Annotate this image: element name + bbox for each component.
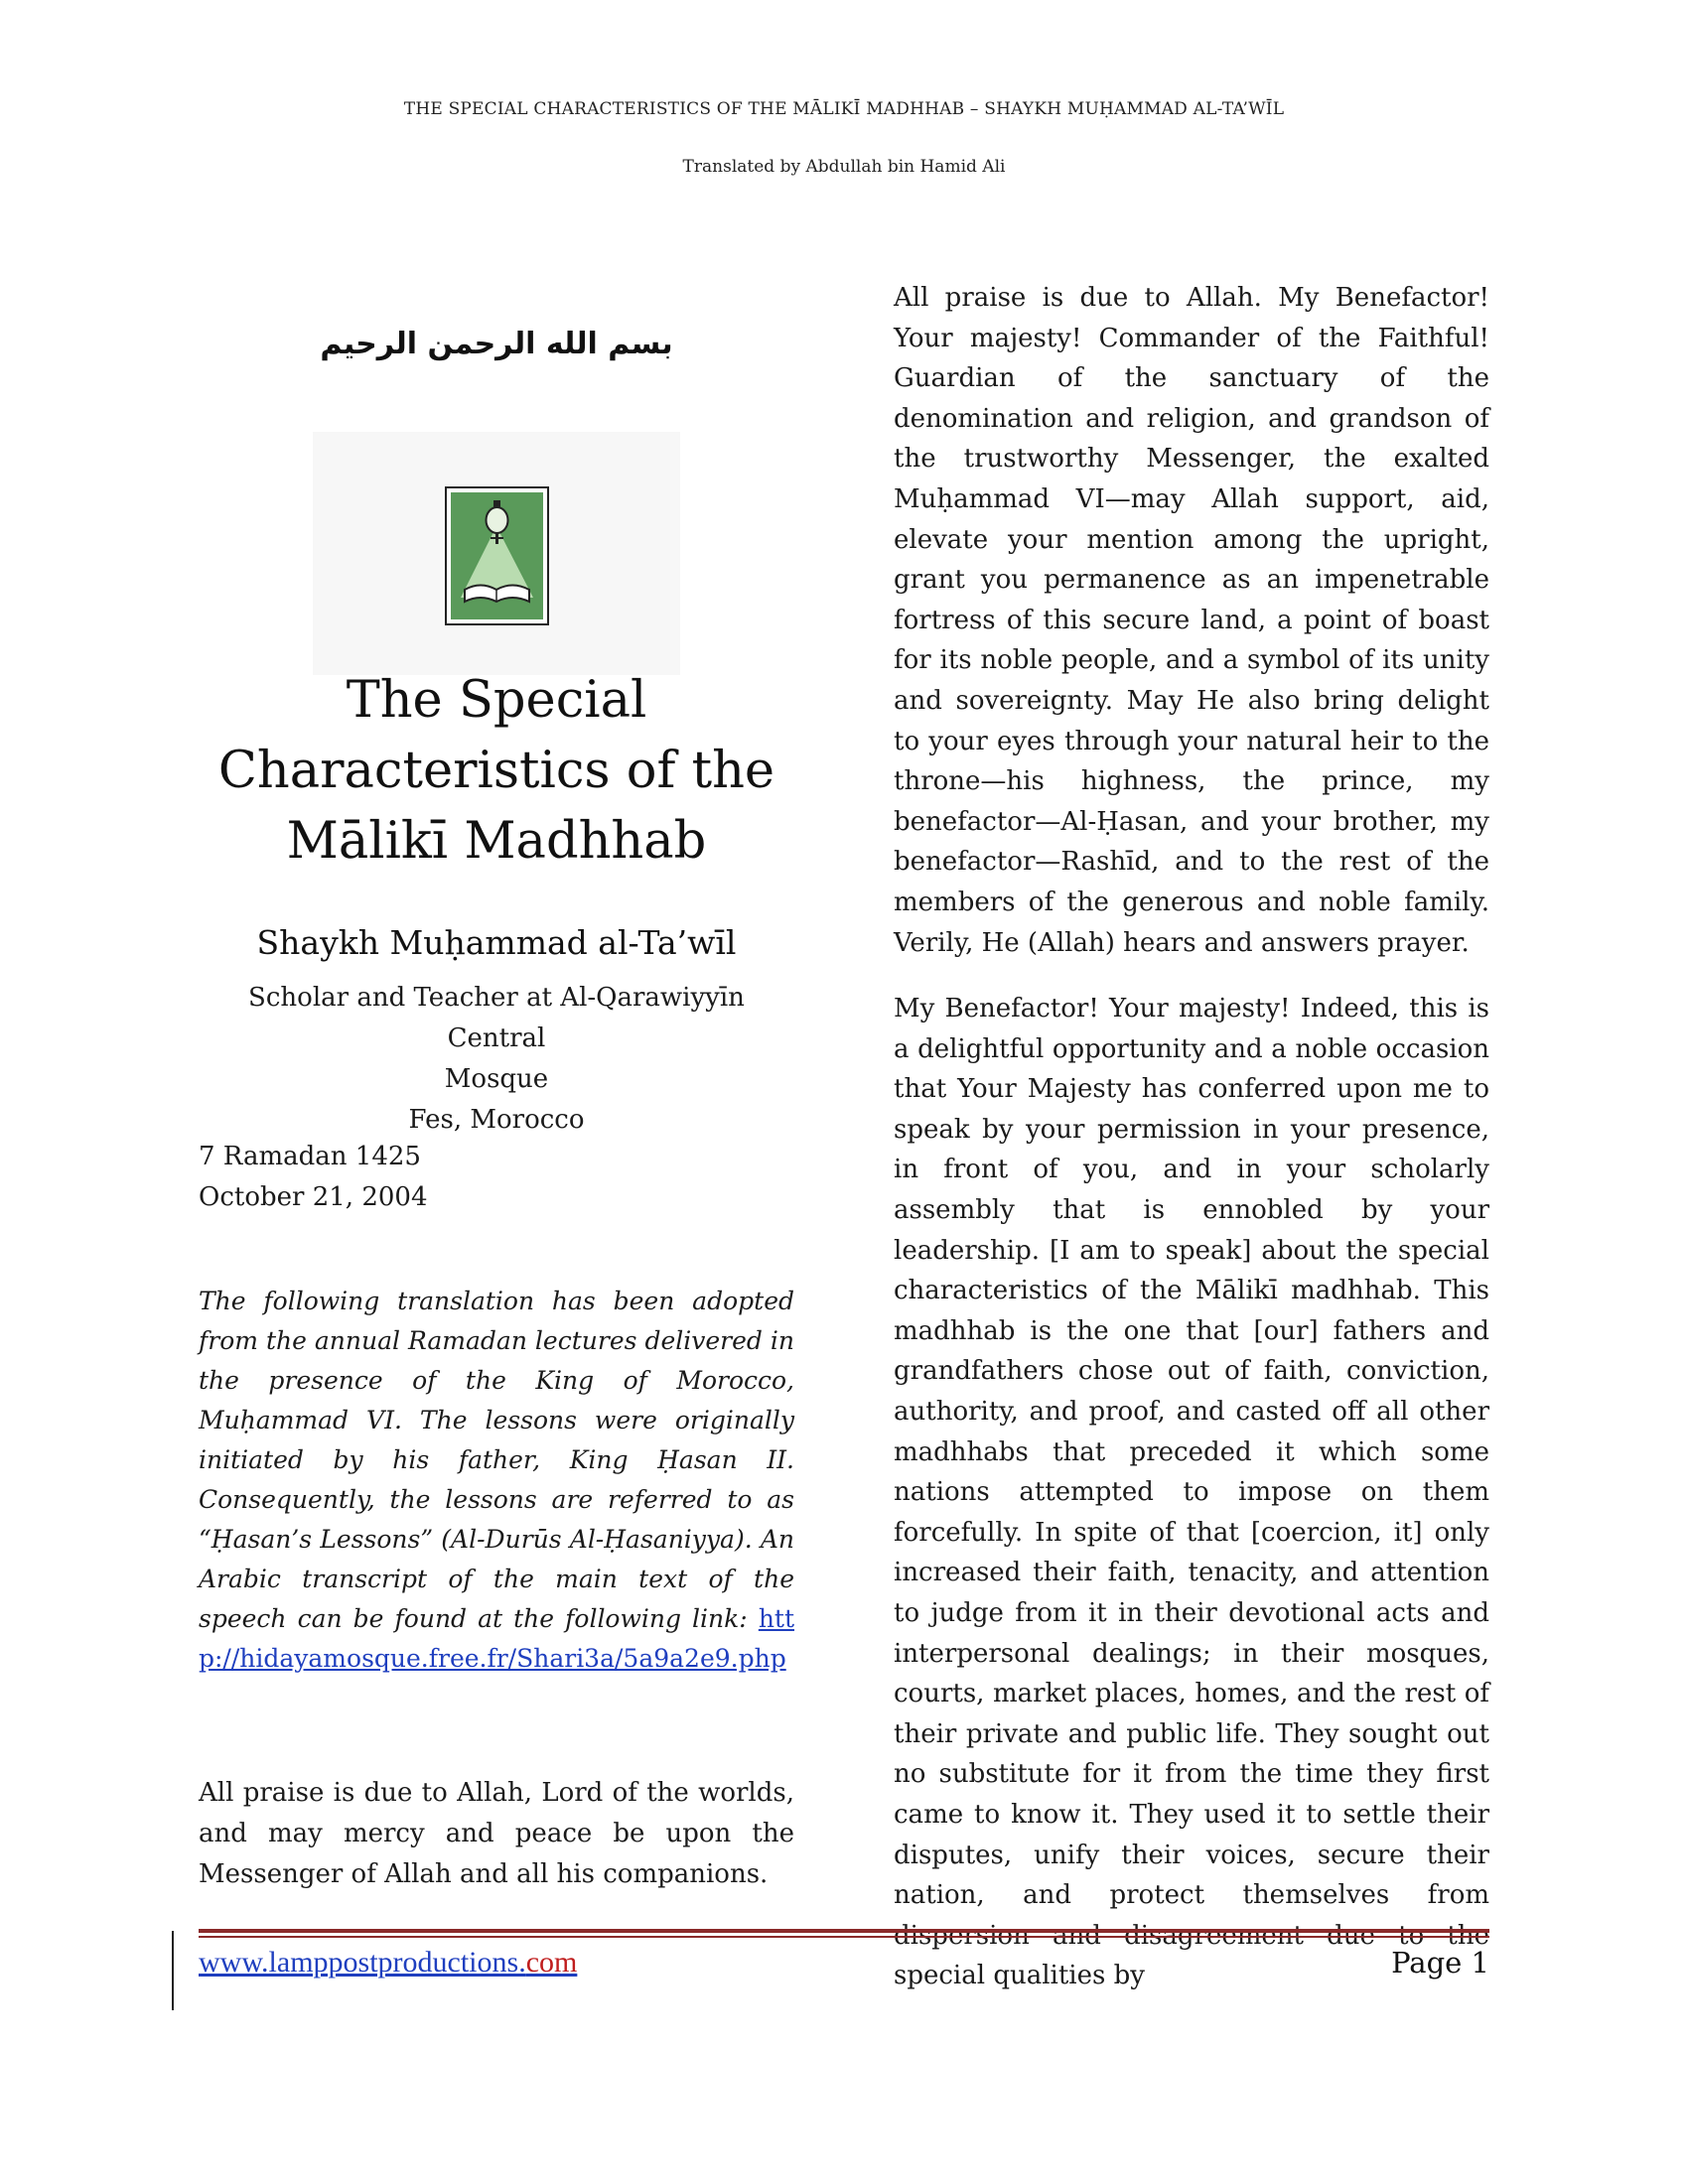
author-name: Shaykh Muḥammad al-Ta’wīl <box>256 923 737 962</box>
translation-note <box>199 1282 794 1679</box>
title-line: Characteristics of the <box>217 742 775 800</box>
speech-paragraph: My Benefactor! Your majesty! Indeed, this is a delightful opportunity and a noble occasion that Your Majesty has conferred upon me to speak by your permission in your presence, in front of you, and in your scholarly assembly that is ennobled by your leadership. [I am to speak] about the special characteristics of the Mālikī madhhab. This madhhab is the one that [our] fathers and grandfathers chose out of faith, conviction, authority, and proof, and casted off all other madhhabs that preceded it which some nations attempted to impose on them forcefully. In spite of that [coercion, it] only increased their faith, tenacity, and attention to judge from it in their devotional acts and interpersonal dealings; in their mosques, courts, market places, homes, and the rest of their private and public life. They sought out no substitute for it from the time they first came to know it. They used it to settle their disputes, unify their voices, secure their nation, and protect themselves from special qualities by <box>894 994 1489 1991</box>
translation-note-text: The following translation has been adopted from the annual Ramadan lectures delivered in the presence of the King of Morocco, Muḥammad VI. The lessons were originally initiated by his father, King Ḥasan II. Consequently, the lessons are referred to as “Ḥasan’s Lessons” (Al-Durūs Al-Ḥasaniyya). An Arabic transcript of the main text of the speech can be found at the following link: <box>199 1287 794 1633</box>
running-title: THE SPECIAL CHARACTERISTICS OF THE MĀLIKĪ MADHHAB – SHAYKH MUḤAMMAD AL-TA’WĪL <box>403 99 1285 119</box>
website-link[interactable] <box>199 1946 577 1979</box>
footer-rule <box>199 1929 1489 1933</box>
website-link-main: www.lamppostproductions. <box>199 1946 526 1979</box>
affiliation-line: Mosque <box>444 1064 549 1094</box>
affiliation-line: Fes, Morocco <box>408 1105 585 1135</box>
footer-rule-thin <box>199 1936 1489 1938</box>
page-number: Page 1 <box>1391 1946 1489 1979</box>
footer-vertical-rule <box>172 1931 174 2010</box>
author-affiliation <box>199 978 794 1141</box>
speech-column <box>894 278 1489 2022</box>
website-link-tld: com <box>525 1946 578 1979</box>
affiliation-line: Scholar and Teacher at Al-Qarawiyyīn Central <box>248 983 745 1053</box>
basmala-text: بسم الله الرحمن الرحيم <box>320 327 673 361</box>
title-line: The Special <box>346 671 647 730</box>
speech-paragraph: All praise is due to Allah. My Benefactor! Your majesty! Commander of the Faithful! Guardian of the sanctuary of the denomination and religion, and grandson of the trustworthy Messenger, the exalted Muḥammad VI—may Allah support, aid, elevate your mention among the upright, grant you permanence as an impenetrable fortress of this secure land, a point of boast for its noble people, and a symbol of its unity and sovereignty. May He also bring delight to your eyes through your natural heir to the throne—his highness, the prince, my benefactor—Al-Ḥasan, and your brother, my benefactor—Rashīd, and to the rest of the members of the generous and noble family. Verily, He (Allah) hears and answers prayer. <box>894 283 1489 958</box>
title-line: Mālikī Madhhab <box>286 812 707 871</box>
lamppost-logo <box>445 486 549 625</box>
date-hijri: 7 Ramadan 1425 <box>199 1142 421 1171</box>
document-title <box>199 665 794 877</box>
arabic-transcript-link[interactable]: http://hidayamosque.free.fr/Shari3a/5a9a2e9.php <box>199 1604 795 1673</box>
translator-credit: Translated by Abdullah bin Hamid Ali <box>682 157 1006 177</box>
lecture-date <box>199 1137 794 1218</box>
opening-praise: All praise is due to Allah, Lord of the worlds, and may mercy and peace be upon the Messenger of Allah and all his companions. <box>199 1778 794 1889</box>
basmala-calligraphy <box>320 284 673 383</box>
date-gregorian: October 21, 2004 <box>199 1182 428 1212</box>
